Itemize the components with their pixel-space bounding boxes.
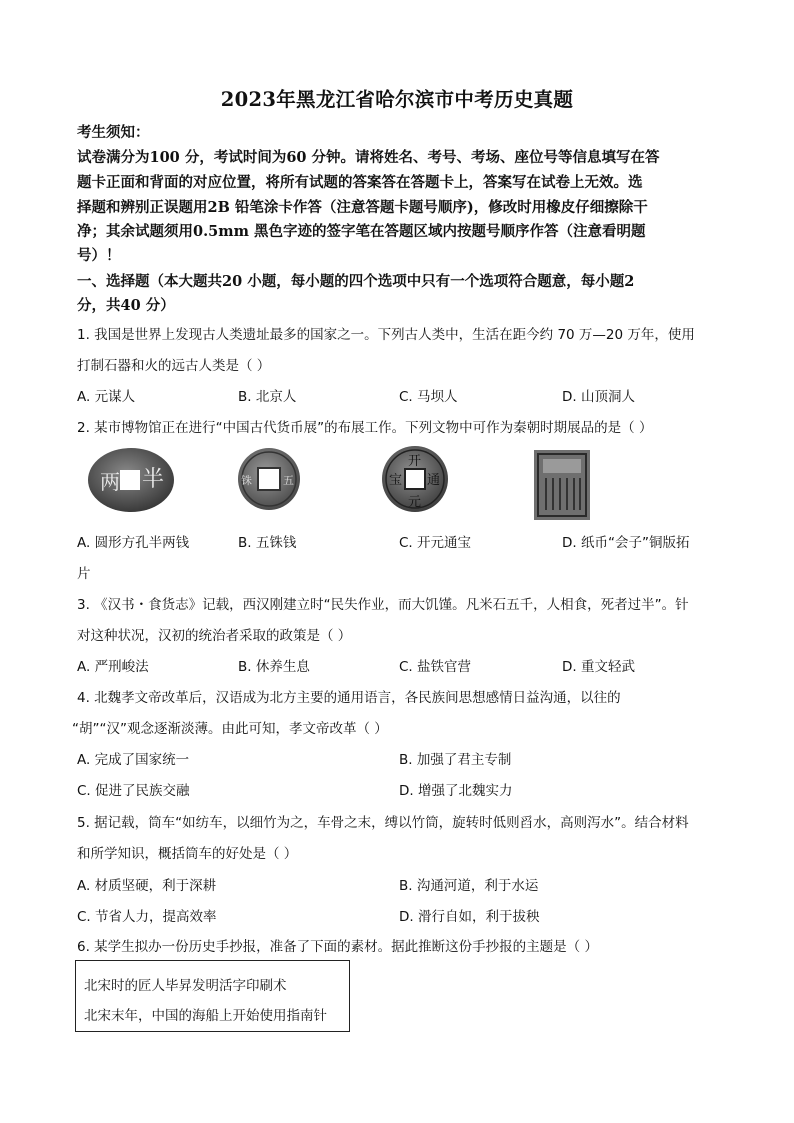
notice-line: 题卡正面和背面的对应位置，将所有试题的答案答在答题卡上，答案写在试卷上无效。选 xyxy=(77,174,643,191)
question-4-option-a: A. 完成了国家统一 xyxy=(77,752,190,768)
material-line: 北宋时的匠人毕昇发明活字印刷术 xyxy=(84,978,287,994)
question-5-option-b: B. 沟通河道，利于水运 xyxy=(399,878,539,894)
notice-heading: 考生须知： xyxy=(77,124,150,141)
notice-line: 试卷满分为100 分，考试时间为60 分钟。请将姓名、考号、考场、座位号等信息填写在答 xyxy=(77,149,660,166)
question-2-option-b: B. 五铢钱 xyxy=(238,535,297,551)
notice-line: 号）！ xyxy=(77,247,121,264)
question-3-text: 对这种状况，汉初的统治者采取的政策是（ ） xyxy=(77,628,352,644)
question-1-option-a: A. 元谋人 xyxy=(77,389,136,405)
question-4-text: “胡”“汉”观念逐渐淡薄。由此可知，孝文帝改革（ ） xyxy=(72,721,388,737)
question-4-text: 4. 北魏孝文帝改革后，汉语成为北方主要的通用语言，各民族间思想感情日益沟通，以往的 xyxy=(77,690,621,706)
svg-text:通: 通 xyxy=(427,473,441,488)
huizi-rubbing-image xyxy=(534,450,590,520)
section-heading: 分，共40 分） xyxy=(77,297,175,314)
wu-zhu-coin-image xyxy=(236,446,302,512)
question-5-text: 和所学知识，概括筒车的好处是（ ） xyxy=(77,846,298,862)
question-5-option-d: D. 滑行自如，利于拔秧 xyxy=(399,909,540,925)
question-3-text: 3. 《汉书・食货志》记载，西汉刚建立时“民失作业，而大饥馑。凡米石五千，人相食，死者过半”。针 xyxy=(77,597,689,613)
svg-text:半: 半 xyxy=(142,467,165,492)
question-2-option-d-tail: 片 xyxy=(77,566,91,582)
question-4-option-c: C. 促进了民族交融 xyxy=(77,783,190,799)
svg-text:铢: 铢 xyxy=(241,474,252,487)
svg-text:开: 开 xyxy=(408,454,422,469)
question-2-text: 2. 某市博物馆正在进行“中国古代货币展”的布展工作。下列文物中可作为秦朝时期展品的是（ ） xyxy=(77,420,653,436)
question-5-option-c: C. 节省人力，提高效率 xyxy=(77,909,217,925)
kai-yuan-tong-bao-coin-image xyxy=(380,444,450,514)
question-1-option-b: B. 北京人 xyxy=(238,389,297,405)
question-3-option-b: B. 休养生息 xyxy=(238,659,310,675)
material-line: 北宋末年，中国的海船上开始使用指南针 xyxy=(84,1008,327,1024)
question-3-option-d: D. 重文轻武 xyxy=(562,659,635,675)
section-heading: 一、选择题（本大题共20 小题，每小题的四个选项中只有一个选项符合题意，每小题2 xyxy=(77,273,635,290)
question-5-option-a: A. 材质坚硬，利于深耕 xyxy=(77,878,217,894)
question-1-text: 打制石器和火的远古人类是（ ） xyxy=(77,358,271,374)
question-2-option-d: D. 纸币“会子”铜版拓 xyxy=(562,535,690,551)
question-2-option-c: C. 开元通宝 xyxy=(399,535,472,551)
question-1-option-c: C. 马坝人 xyxy=(399,389,458,405)
question-3-option-c: C. 盐铁官营 xyxy=(399,659,472,675)
question-5-text: 5. 据记载，筒车“如纺车，以细竹为之，车骨之末，缚以竹筒，旋转时低则舀水，高则泻水”。结合材料 xyxy=(77,815,689,831)
page-title: 2023年黑龙江省哈尔滨市中考历史真题 xyxy=(220,88,574,111)
notice-line: 净；其余试题须用0.5mm 黑色字迹的签字笔在答题区域内按题号顺序作答（注意看明题 xyxy=(77,223,646,240)
question-4-option-b: B. 加强了君主专制 xyxy=(399,752,512,768)
question-6-text: 6. 某学生拟办一份历史手抄报，准备了下面的素材。据此推断这份手抄报的主题是（ ） xyxy=(77,939,598,955)
ban-liang-coin-image xyxy=(86,444,176,514)
question-3-option-a: A. 严刑峻法 xyxy=(77,659,149,675)
svg-text:五: 五 xyxy=(283,474,294,487)
question-1-text: 1. 我国是世界上发现古人类遗址最多的国家之一。下列古人类中，生活在距今约 70 万—20 万年，使用 xyxy=(77,327,695,343)
svg-text:元: 元 xyxy=(408,495,422,510)
notice-line: 择题和辨别正误题用2B 铅笔涂卡作答（注意答题卡题号顺序)，修改时用橡皮仔细擦除干 xyxy=(77,199,648,216)
svg-text:两: 两 xyxy=(100,470,120,494)
question-6-material-box xyxy=(75,960,350,1032)
question-2-option-a: A. 圆形方孔半两钱 xyxy=(77,535,190,551)
svg-text:宝: 宝 xyxy=(389,473,403,488)
question-1-option-d: D. 山顶洞人 xyxy=(562,389,635,405)
question-4-option-d: D. 增强了北魏实力 xyxy=(399,783,513,799)
